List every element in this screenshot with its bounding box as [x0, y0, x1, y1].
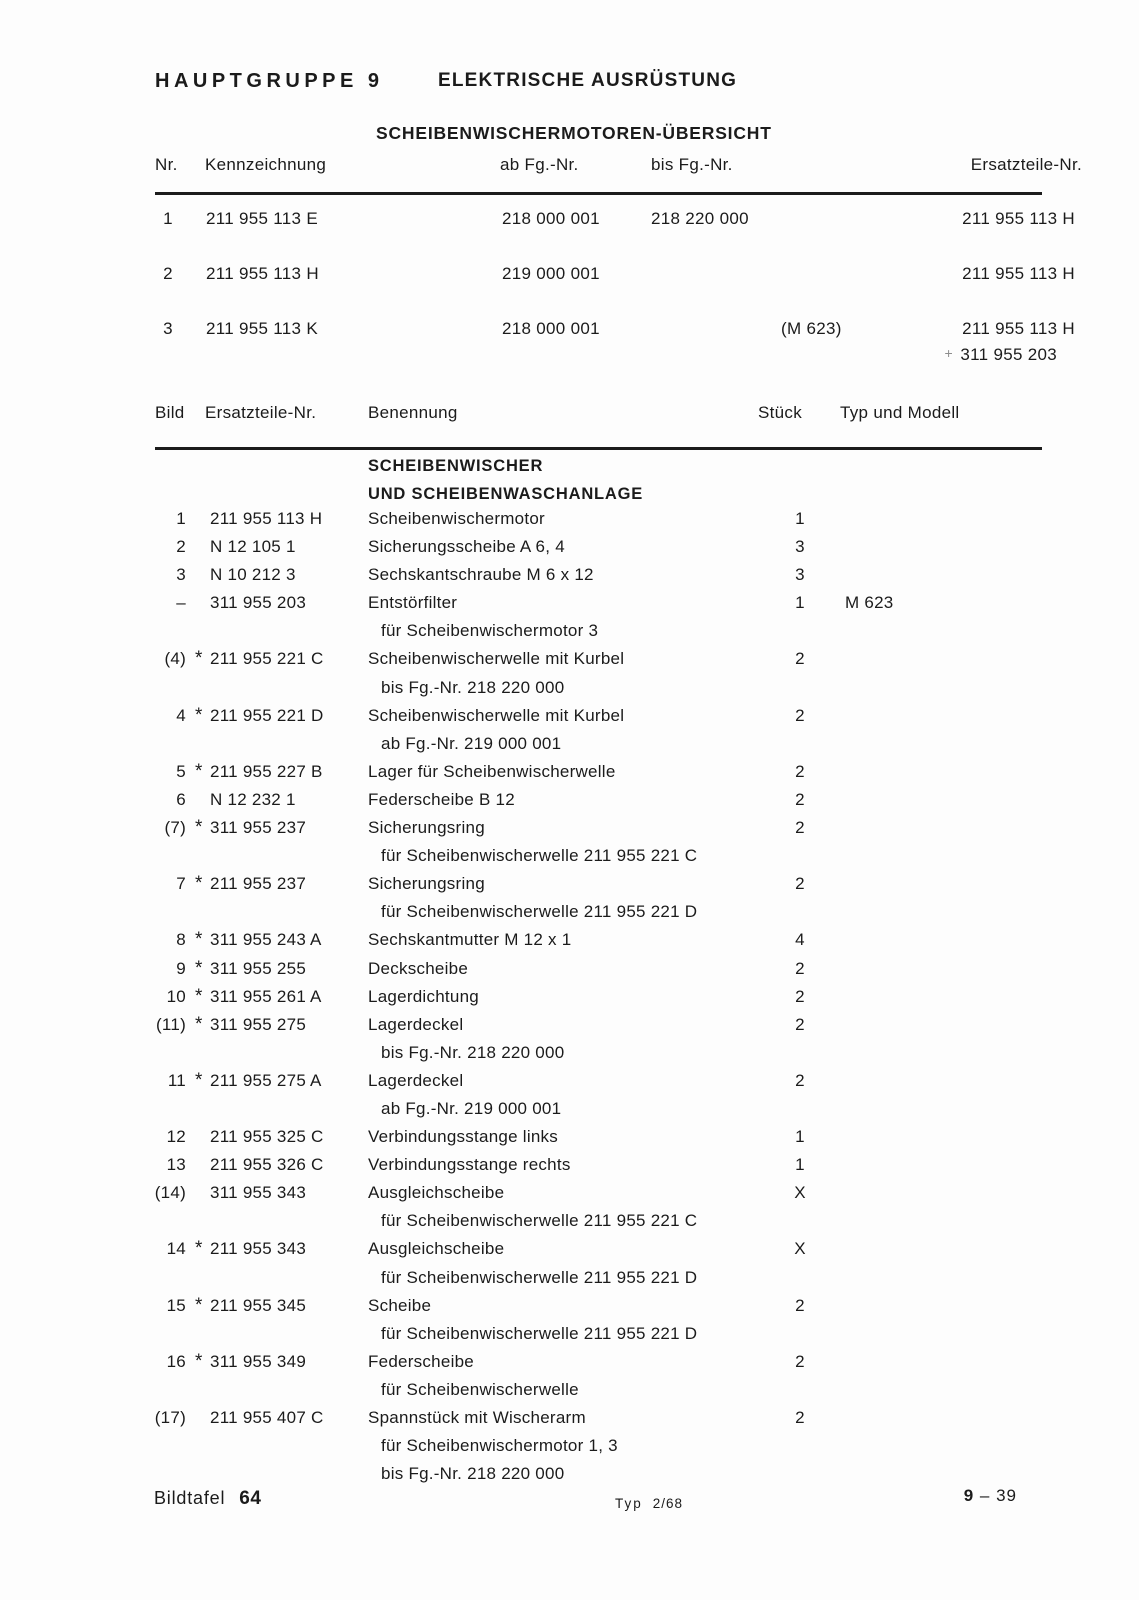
cell-part-number: 311 955 203 [210, 593, 307, 613]
cell-part-number: 311 955 349 [210, 1351, 307, 1371]
cell-model-note: (M 623) [781, 319, 842, 338]
cell-benennung: Sicherungsring [368, 874, 485, 894]
cell-bild: (11) [156, 1014, 186, 1034]
parts-row-subline [0, 674, 1139, 702]
overview-row [0, 319, 1139, 341]
star-mark: * [195, 760, 203, 782]
col-header-ersatzteile: Ersatzteile-Nr. [205, 403, 317, 422]
subline-text: für Scheibenwischermotor 1, 3 [381, 1436, 618, 1456]
cell-part-number: 211 955 275 A [210, 1070, 322, 1090]
cell-stueck: 2 [795, 789, 805, 809]
cell-benennung: Deckscheibe [368, 958, 469, 978]
parts-row-subline [0, 898, 1139, 926]
cell-part-number: 311 955 243 A [210, 930, 322, 950]
overview-row [0, 209, 1139, 231]
cell-bild: 6 [176, 789, 186, 809]
cell-bild: (7) [164, 818, 186, 838]
cell-stueck: 1 [795, 1155, 805, 1175]
star-mark: * [195, 1294, 203, 1316]
subline-text: ab Fg.-Nr. 219 000 001 [381, 1098, 562, 1118]
section-title: ELEKTRISCHE AUSRÜSTUNG [438, 70, 738, 91]
parts-row-subline [0, 1264, 1139, 1292]
col-header-typ-modell: Typ und Modell [840, 403, 960, 422]
cell-part-number: N 12 232 1 [210, 789, 296, 809]
cell-bild: 5 [176, 761, 186, 781]
cell-bild: 4 [176, 705, 186, 725]
cell-benennung: Verbindungsstange rechts [368, 1155, 571, 1175]
footer-bildtafel [154, 1488, 261, 1510]
star-mark: * [195, 1069, 203, 1091]
cell-benennung: Scheibenwischerwelle mit Kurbel [368, 649, 625, 669]
cell-nr: 3 [163, 319, 173, 338]
overview-row-continuation [0, 345, 1139, 367]
parts-row [0, 1292, 1139, 1320]
subline-text: für Scheibenwischerwelle 211 955 221 C [381, 846, 698, 866]
cell-ersatzteil-2: 311 955 203 [960, 345, 1057, 364]
cell-bild: 3 [176, 565, 186, 585]
cell-kennzeichnung: 211 955 113 H [206, 264, 319, 283]
subline-text: für Scheibenwischerwelle 211 955 221 D [381, 1323, 698, 1343]
cell-part-number: 211 955 237 [210, 874, 307, 894]
bildtafel-number: 64 [239, 1488, 262, 1509]
parts-column-header-row [0, 403, 1139, 423]
parts-row [0, 814, 1139, 842]
parts-section-title-line1: SCHEIBENWISCHER [368, 457, 544, 475]
parts-row [0, 561, 1139, 589]
subline-text: für Scheibenwischerwelle [381, 1379, 579, 1399]
parts-row [0, 533, 1139, 561]
cell-stueck: 2 [795, 818, 805, 838]
cell-bild: 11 [167, 1070, 186, 1090]
cell-part-number: 211 955 325 C [210, 1127, 324, 1147]
parts-row [0, 786, 1139, 814]
cell-stueck: 1 [795, 509, 805, 528]
cell-benennung: Sechskantmutter M 12 x 1 [368, 930, 572, 950]
cell-stueck: X [794, 1183, 806, 1203]
parts-row-subline [0, 842, 1139, 870]
parts-row [0, 870, 1139, 898]
parts-row [0, 1404, 1139, 1432]
parts-list [0, 505, 1139, 1488]
parts-row [0, 1179, 1139, 1207]
cell-stueck: 2 [795, 1014, 805, 1034]
col-header-bild: Bild [155, 403, 185, 422]
cell-stueck: 1 [795, 593, 805, 613]
col-header-ab-fg-nr: ab Fg.-Nr. [500, 155, 579, 174]
cell-nr: 1 [163, 209, 173, 228]
cell-bis: 218 220 000 [651, 209, 749, 228]
cell-part-number: 211 955 227 B [210, 761, 323, 781]
col-header-ersatzteile: Ersatzteile-Nr. [970, 155, 1082, 174]
cell-stueck: 2 [795, 986, 805, 1006]
main-group-title: HAUPTGRUPPE 9 [155, 70, 384, 92]
cell-benennung: Scheibenwischermotor [368, 509, 545, 528]
cell-benennung: Verbindungsstange links [368, 1127, 559, 1147]
cell-part-number: 211 955 407 C [210, 1408, 324, 1427]
subline-text: bis Fg.-Nr. 218 220 000 [381, 1464, 565, 1484]
subline-text: für Scheibenwischerwelle 211 955 221 D [381, 902, 698, 922]
cell-bild: 2 [176, 537, 186, 557]
cell-benennung: Federscheibe [368, 1351, 475, 1371]
overview-title: SCHEIBENWISCHERMOTOREN-ÜBERSICHT [376, 123, 772, 143]
cell-benennung: Ausgleichscheibe [368, 1239, 505, 1259]
star-mark: * [195, 648, 203, 670]
parts-row-subline [0, 1460, 1139, 1488]
cell-benennung: Spannstück mit Wischerarm [368, 1408, 586, 1427]
cell-bild: 8 [176, 930, 186, 950]
cell-part-number: 211 955 221 D [210, 705, 324, 725]
cell-part-number: 311 955 275 [210, 1014, 307, 1034]
parts-row-subline [0, 1039, 1139, 1067]
parts-row [0, 983, 1139, 1011]
cell-benennung: Scheibe [368, 1295, 432, 1315]
cell-ersatzteil: 211 955 113 H [962, 264, 1075, 283]
bildtafel-label: Bildtafel [154, 1488, 226, 1508]
cell-ab: 219 000 001 [502, 264, 600, 283]
col-header-benennung: Benennung [368, 403, 458, 422]
overview-header-rule [155, 192, 1042, 195]
cell-modell: M 623 [845, 593, 894, 613]
cell-part-number: N 10 212 3 [210, 565, 296, 585]
parts-row [0, 1067, 1139, 1095]
cell-stueck: 2 [795, 958, 805, 978]
cell-stueck: 2 [795, 1408, 805, 1427]
cell-bild: 13 [166, 1155, 186, 1175]
cell-benennung: Sechskantschraube M 6 x 12 [368, 565, 594, 585]
col-header-nr: Nr. [155, 155, 178, 174]
cell-bild: (4) [164, 649, 186, 669]
footer-page-number [964, 1486, 1017, 1506]
cell-bild: 12 [166, 1127, 186, 1147]
cell-stueck: 3 [795, 565, 805, 585]
parts-row-subline [0, 1320, 1139, 1348]
cell-part-number: 211 955 345 [210, 1295, 307, 1315]
parts-row [0, 1123, 1139, 1151]
cell-bild: (14) [154, 1183, 186, 1203]
cell-stueck: 2 [795, 1351, 805, 1371]
col-header-kennzeichnung: Kennzeichnung [205, 155, 327, 174]
cell-part-number: 211 955 113 H [210, 509, 323, 528]
cell-ab: 218 000 001 [502, 209, 600, 228]
star-mark: * [195, 1238, 203, 1260]
parts-row-subline [0, 1207, 1139, 1235]
star-mark: * [195, 957, 203, 979]
cell-stueck: 4 [795, 930, 805, 950]
parts-row [0, 1011, 1139, 1039]
cell-stueck: X [794, 1239, 806, 1259]
parts-row [0, 1235, 1139, 1263]
cell-benennung: Lager für Scheibenwischerwelle [368, 761, 616, 781]
cell-part-number: 311 955 343 [210, 1183, 307, 1203]
parts-row-subline [0, 1095, 1139, 1123]
subline-text: bis Fg.-Nr. 218 220 000 [381, 1042, 565, 1062]
footer-typ [615, 1496, 683, 1511]
col-header-stueck: Stück [758, 403, 803, 422]
cell-ersatzteil: 211 955 113 H [962, 319, 1075, 338]
cell-benennung: Sicherungsscheibe A 6, 4 [368, 537, 565, 557]
cell-part-number: N 12 105 1 [210, 537, 296, 557]
cell-bild: 14 [166, 1239, 186, 1259]
cell-benennung: Ausgleichscheibe [368, 1183, 505, 1203]
cell-benennung: Lagerdeckel [368, 1014, 464, 1034]
cell-stueck: 2 [795, 705, 805, 725]
cell-kennzeichnung: 211 955 113 K [206, 319, 318, 338]
parts-row-subline [0, 1376, 1139, 1404]
cell-stueck: 2 [795, 1070, 805, 1090]
subline-text: für Scheibenwischerwelle 211 955 221 D [381, 1267, 698, 1287]
cell-part-number: 311 955 255 [210, 958, 307, 978]
cell-part-number: 211 955 343 [210, 1239, 307, 1259]
parts-row-subline [0, 730, 1139, 758]
cell-kennzeichnung: 211 955 113 E [206, 209, 318, 228]
cell-bild: 1 [176, 509, 186, 528]
star-mark: * [195, 985, 203, 1007]
subline-text: für Scheibenwischermotor 3 [381, 621, 599, 641]
cell-benennung: Federscheibe B 12 [368, 789, 515, 809]
star-mark: * [195, 1013, 203, 1035]
parts-row [0, 1151, 1139, 1179]
star-mark: * [195, 873, 203, 895]
page-number-rest: – 39 [979, 1486, 1017, 1505]
typ-value: 2/68 [652, 1496, 684, 1511]
parts-section-title-line2: UND SCHEIBENWASCHANLAGE [368, 485, 644, 503]
page-number-group: 9 [963, 1486, 975, 1505]
cell-nr: 2 [163, 264, 173, 283]
parts-row-subline [0, 1432, 1139, 1460]
cell-bild: 15 [166, 1295, 186, 1315]
cell-part-number: 211 955 326 C [210, 1155, 324, 1175]
parts-row [0, 926, 1139, 954]
cell-stueck: 2 [795, 1295, 805, 1315]
cell-stueck: 2 [795, 761, 805, 781]
subline-text: bis Fg.-Nr. 218 220 000 [381, 677, 565, 697]
parts-row [0, 589, 1139, 617]
parts-row [0, 758, 1139, 786]
cell-benennung: Lagerdichtung [368, 986, 480, 1006]
col-header-bis-fg-nr: bis Fg.-Nr. [651, 155, 733, 174]
subline-text: ab Fg.-Nr. 219 000 001 [381, 733, 562, 753]
typ-label: Typ [615, 1496, 643, 1511]
cell-bild: – [176, 593, 186, 613]
parts-row [0, 645, 1139, 673]
cell-stueck: 3 [795, 537, 805, 557]
star-mark: * [195, 817, 203, 839]
cell-bild: 16 [166, 1351, 186, 1371]
cell-stueck: 2 [795, 874, 805, 894]
subline-text: für Scheibenwischerwelle 211 955 221 C [381, 1211, 698, 1231]
cell-benennung: Lagerdeckel [368, 1070, 464, 1090]
cell-bild: 7 [176, 874, 186, 894]
cell-benennung: Scheibenwischerwelle mit Kurbel [368, 705, 625, 725]
overview-row [0, 264, 1139, 286]
star-mark: * [195, 704, 203, 726]
star-mark: * [195, 929, 203, 951]
cell-bild: (17) [154, 1408, 186, 1427]
parts-row [0, 702, 1139, 730]
star-mark: * [195, 1350, 203, 1372]
parts-row [0, 955, 1139, 983]
cell-bild: 10 [166, 986, 186, 1006]
cell-part-number: 211 955 221 C [210, 649, 324, 669]
cell-stueck: 1 [795, 1127, 805, 1147]
parts-row-subline [0, 617, 1139, 645]
cell-ersatzteil: 211 955 113 H [962, 209, 1075, 228]
cell-part-number: 311 955 237 [210, 818, 307, 838]
cell-ab: 218 000 001 [502, 319, 600, 338]
parts-header-rule [155, 447, 1042, 450]
cell-part-number: 311 955 261 A [210, 986, 322, 1006]
cell-bild: 9 [176, 958, 186, 978]
cell-benennung: Sicherungsring [368, 818, 485, 838]
cell-stueck: 2 [795, 649, 805, 669]
overview-column-header-row [0, 155, 1139, 175]
parts-row [0, 1348, 1139, 1376]
cell-benennung: Entstörfilter [368, 593, 458, 613]
cell-ersatzteil-prefix: + [944, 345, 953, 361]
parts-row [0, 505, 1139, 533]
